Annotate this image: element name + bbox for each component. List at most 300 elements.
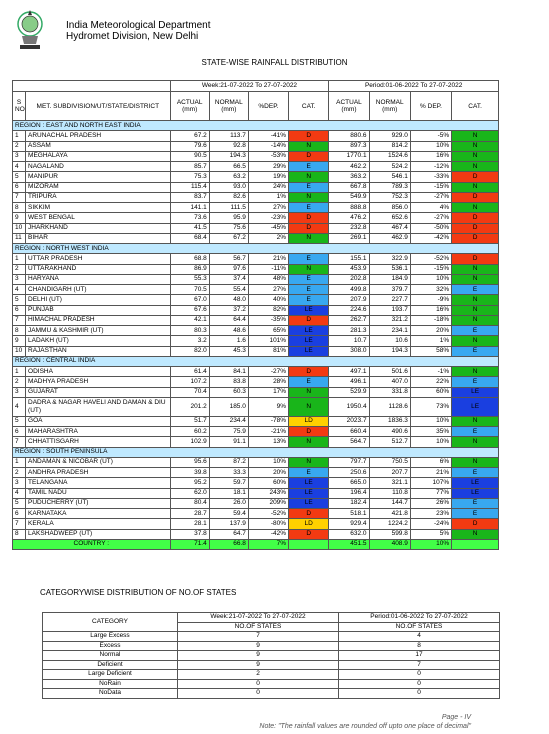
week-actual: 68.8 [170,254,209,264]
week-normal: 84.1 [209,367,248,377]
week-actual: 28.1 [170,519,209,529]
season-normal: 321.1 [369,478,410,488]
season-normal: 750.5 [369,457,410,467]
season-normal: 501.6 [369,367,410,377]
category-season-count: 8 [339,641,500,651]
category-season-count: 0 [339,679,500,689]
season-dep: -1% [410,367,451,377]
week-actual: 75.3 [170,172,209,182]
week-category: D [289,131,329,141]
week-category: E [289,295,329,305]
table-row [13,478,499,488]
row-sno: 4 [13,488,26,498]
season-dep: 10% [410,437,451,447]
week-dep: 40% [248,295,288,305]
table-row [13,427,499,437]
season-category: LE [452,488,499,498]
table-row [13,416,499,426]
season-category: LE [452,478,499,488]
season-category: E [452,377,499,387]
category-row [43,670,500,680]
season-actual: 529.9 [329,387,369,397]
col-week-actual: ACTUAL (mm) [170,92,209,121]
week-normal: 1.6 [209,336,248,346]
row-subdivision: GUJARAT [26,387,171,397]
week-dep: 81% [248,346,288,356]
season-dep: -27% [410,192,451,202]
season-category: D [452,223,499,233]
week-dep: 28% [248,377,288,387]
season-dep: 20% [410,326,451,336]
week-dep: 60% [248,478,288,488]
week-normal: 18.1 [209,488,248,498]
table-row [13,377,499,387]
week-normal: 37.2 [209,305,248,315]
week-actual: 90.5 [170,151,209,161]
table-row [13,295,499,305]
week-category: E [289,254,329,264]
row-subdivision: GOA [26,416,171,426]
row-sno: 2 [13,264,26,274]
table-row [13,131,499,141]
week-normal: 55.4 [209,285,248,295]
row-subdivision: ARUNACHAL PRADESH [26,131,171,141]
season-actual: 196.4 [329,488,369,498]
category-section-title: CATEGORYWISE DISTRIBUTION OF NO.OF STATES [40,588,237,597]
category-name: Normal [43,651,178,661]
week-normal: 64.7 [209,529,248,539]
season-normal: 234.1 [369,326,410,336]
row-sno: 5 [13,416,26,426]
col-season-actual: ACTUAL (mm) [329,92,369,121]
week-normal: 111.5 [209,203,248,213]
season-dep: 77% [410,488,451,498]
category-name: Large Deficient [43,670,178,680]
row-sno: 6 [13,305,26,315]
week-category: N [289,437,329,447]
week-category: D [289,427,329,437]
col-week-cat: CAT. [289,92,329,121]
week-category: D [289,529,329,539]
imd-emblem-icon [12,6,48,52]
season-actual: 1770.1 [329,151,369,161]
season-category: N [452,367,499,377]
row-sno: 2 [13,141,26,151]
week-dep: -78% [248,416,288,426]
week-dep: 243% [248,488,288,498]
week-category: N [289,397,329,416]
row-sno: 1 [13,367,26,377]
week-normal: 75.6 [209,223,248,233]
week-actual: 41.5 [170,223,209,233]
season-actual: 667.8 [329,182,369,192]
week-actual: 39.8 [170,468,209,478]
row-subdivision: CHHATTISGARH [26,437,171,447]
row-sno: 3 [13,387,26,397]
season-dep: 1% [410,336,451,346]
table-row [13,397,499,416]
week-actual: 79.6 [170,141,209,151]
table-row [13,367,499,377]
row-sno: 7 [13,519,26,529]
week-normal: 59.7 [209,478,248,488]
row-subdivision: RAJASTHAN [26,346,171,356]
season-category: D [452,254,499,264]
week-category: LE [289,488,329,498]
row-sno: 11 [13,233,26,243]
week-normal: 91.1 [209,437,248,447]
table-row [13,254,499,264]
row-subdivision: LADAKH (UT) [26,336,171,346]
season-category: N [452,203,499,213]
season-actual: 281.3 [329,326,369,336]
col-season-normal: NORMAL (mm) [369,92,410,121]
category-row [43,689,500,699]
table-row [13,305,499,315]
week-actual: 70.5 [170,285,209,295]
season-actual: 262.7 [329,315,369,325]
category-row [43,679,500,689]
season-category: E [452,509,499,519]
season-actual: 476.2 [329,213,369,223]
week-normal: 97.6 [209,264,248,274]
category-season-count: 7 [339,660,500,670]
week-dep: 209% [248,498,288,508]
season-category: N [452,416,499,426]
week-dep: -35% [248,315,288,325]
row-subdivision: LAKSHADWEEP (UT) [26,529,171,539]
season-normal: 512.7 [369,437,410,447]
season-actual: 155.1 [329,254,369,264]
category-week-count: 9 [178,651,339,661]
season-category: E [452,468,499,478]
week-normal: 113.7 [209,131,248,141]
week-category: LD [289,519,329,529]
season-dep: 58% [410,346,451,356]
row-subdivision: MANIPUR [26,172,171,182]
week-normal: 60.3 [209,387,248,397]
category-name: Deficient [43,660,178,670]
season-normal: 193.7 [369,305,410,315]
week-actual: 85.7 [170,162,209,172]
season-normal: 652.6 [369,213,410,223]
row-sno: 7 [13,315,26,325]
category-week-count: 0 [178,679,339,689]
page-title: STATE-WISE RAINFALL DISTRIBUTION [201,58,348,67]
category-season-count: 0 [339,670,500,680]
week-actual: 82.0 [170,346,209,356]
season-category: LE [452,397,499,416]
table-row [13,509,499,519]
season-actual: 462.2 [329,162,369,172]
row-sno: 10 [13,346,26,356]
week-category: N [289,192,329,202]
category-name: Excess [43,641,178,651]
row-sno: 5 [13,498,26,508]
region-name: REGION : NORTH WEST INDIA [13,244,499,254]
week-normal: 48.6 [209,326,248,336]
season-actual: 10.7 [329,336,369,346]
week-dep: -27% [248,367,288,377]
season-dep: 6% [410,457,451,467]
category-table [42,612,500,699]
category-season-count: 17 [339,651,500,661]
week-dep: 24% [248,182,288,192]
week-actual: 201.2 [170,397,209,416]
row-subdivision: NAGALAND [26,162,171,172]
col-season-dep: % DEP. [410,92,451,121]
category-week-count: 9 [178,641,339,651]
row-subdivision: MADHYA PRADESH [26,377,171,387]
season-actual: 518.1 [329,509,369,519]
season-dep: 10% [410,274,451,284]
season-actual: 202.8 [329,274,369,284]
country-week-actual: 71.4 [170,539,209,549]
season-actual: 497.1 [329,367,369,377]
table-row [13,162,499,172]
country-week-dep: 7% [248,539,288,549]
season-dep: -42% [410,233,451,243]
season-category: N [452,131,499,141]
season-normal: 789.3 [369,182,410,192]
week-dep: 20% [248,468,288,478]
season-normal: 331.8 [369,387,410,397]
season-actual: 232.8 [329,223,369,233]
week-category: D [289,367,329,377]
region-row [13,447,499,457]
week-normal: 185.0 [209,397,248,416]
week-actual: 107.2 [170,377,209,387]
category-row [43,660,500,670]
season-dep: -50% [410,223,451,233]
week-dep: 29% [248,162,288,172]
table-row [13,346,499,356]
row-subdivision: PUNJAB [26,305,171,315]
season-actual: 269.1 [329,233,369,243]
week-normal: 33.3 [209,468,248,478]
week-category: E [289,182,329,192]
row-subdivision: MAHARASHTRA [26,427,171,437]
col-week-normal: NORMAL (mm) [209,92,248,121]
season-dep: 22% [410,377,451,387]
org-name: India Meteorological Department [66,20,211,31]
season-normal: 546.1 [369,172,410,182]
row-subdivision: JHARKHAND [26,223,171,233]
week-dep: -11% [248,264,288,274]
cat-season-sublabel: NO.OF STATES [339,622,500,632]
season-actual: 2023.7 [329,416,369,426]
week-dep: -80% [248,519,288,529]
season-actual: 308.0 [329,346,369,356]
week-actual: 80.4 [170,498,209,508]
season-dep: -9% [410,295,451,305]
week-category: LD [289,416,329,426]
cat-week-sublabel: NO.OF STATES [178,622,339,632]
row-subdivision: ANDAMAN & NICOBAR (UT) [26,457,171,467]
table-row [13,213,499,223]
season-category: N [452,264,499,274]
table-row [13,285,499,295]
season-dep: -52% [410,254,451,264]
region-row [13,244,499,254]
season-category: N [452,315,499,325]
week-period-header: Week:21-07-2022 To 27-07-2022 [170,81,329,92]
category-season-count: 0 [339,689,500,699]
table-row [13,182,499,192]
country-week-normal: 66.8 [209,539,248,549]
week-dep: 13% [248,437,288,447]
row-sno: 8 [13,326,26,336]
season-category: N [452,295,499,305]
season-dep: 10% [410,141,451,151]
season-dep: 26% [410,498,451,508]
week-normal: 48.0 [209,295,248,305]
week-actual: 67.6 [170,305,209,315]
season-actual: 880.6 [329,131,369,141]
table-row [13,529,499,539]
region-name: REGION : EAST AND NORTH EAST INDIA [13,121,499,131]
row-sno: 8 [13,203,26,213]
week-actual: 141.1 [170,203,209,213]
season-normal: 536.1 [369,264,410,274]
row-sno: 5 [13,172,26,182]
week-normal: 92.8 [209,141,248,151]
season-category: N [452,336,499,346]
season-category: N [452,151,499,161]
season-dep: 5% [410,529,451,539]
season-dep: 4% [410,203,451,213]
season-actual: 363.2 [329,172,369,182]
table-row [13,326,499,336]
row-sno: 7 [13,192,26,202]
week-actual: 42.1 [170,315,209,325]
week-normal: 59.4 [209,509,248,519]
week-dep: -52% [248,509,288,519]
region-row [13,356,499,366]
season-category: N [452,141,499,151]
week-normal: 67.2 [209,233,248,243]
row-subdivision: TAMIL NADU [26,488,171,498]
table-row [13,274,499,284]
season-dep: 23% [410,509,451,519]
week-actual: 95.2 [170,478,209,488]
row-sno: 6 [13,427,26,437]
season-category: E [452,285,499,295]
row-sno: 4 [13,397,26,416]
row-sno: 5 [13,295,26,305]
row-subdivision: TRIPURA [26,192,171,202]
season-actual: 453.9 [329,264,369,274]
region-name: REGION : CENTRAL INDIA [13,356,499,366]
season-dep: -15% [410,182,451,192]
week-dep: -41% [248,131,288,141]
week-normal: 75.9 [209,427,248,437]
row-subdivision: MIZORAM [26,182,171,192]
season-normal: 467.4 [369,223,410,233]
col-season-cat: CAT. [452,92,499,121]
country-season-category [452,539,499,549]
week-category: LE [289,478,329,488]
season-actual: 929.4 [329,519,369,529]
table-row [13,519,499,529]
table-row [13,141,499,151]
week-dep: -23% [248,213,288,223]
season-actual: 564.7 [329,437,369,447]
row-subdivision: ANDHRA PRADESH [26,468,171,478]
season-actual: 1950.4 [329,397,369,416]
row-sno: 3 [13,151,26,161]
country-season-normal: 408.9 [369,539,410,549]
season-category: D [452,519,499,529]
season-normal: 524.2 [369,162,410,172]
season-normal: 10.6 [369,336,410,346]
season-actual: 665.0 [329,478,369,488]
week-normal: 83.8 [209,377,248,387]
season-actual: 797.7 [329,457,369,467]
row-subdivision: ODISHA [26,367,171,377]
cat-week-period: Week:21-07-2022 To 27-07-2022 [178,613,339,623]
category-row [43,632,500,642]
season-category: N [452,162,499,172]
season-dep: -33% [410,172,451,182]
season-category: D [452,213,499,223]
table-row [13,172,499,182]
week-actual: 102.9 [170,437,209,447]
row-sno: 3 [13,274,26,284]
week-normal: 87.2 [209,457,248,467]
week-category: N [289,233,329,243]
week-normal: 95.9 [209,213,248,223]
table-row [13,203,499,213]
week-actual: 95.6 [170,457,209,467]
season-category: N [452,437,499,447]
season-normal: 1524.6 [369,151,410,161]
row-subdivision: BIHAR [26,233,171,243]
season-dep: 107% [410,478,451,488]
row-sno: 3 [13,478,26,488]
season-actual: 549.9 [329,192,369,202]
season-normal: 1224.2 [369,519,410,529]
col-week-dep: %DEP. [248,92,288,121]
week-actual: 51.7 [170,416,209,426]
season-category: D [452,233,499,243]
row-subdivision: JAMMU & KASHMIR (UT) [26,326,171,336]
region-row [13,121,499,131]
season-normal: 856.0 [369,203,410,213]
week-actual: 62.0 [170,488,209,498]
table-row [13,498,499,508]
season-category: N [452,457,499,467]
week-dep: -42% [248,529,288,539]
week-category: E [289,468,329,478]
season-normal: 184.9 [369,274,410,284]
season-normal: 929.0 [369,131,410,141]
season-normal: 1128.6 [369,397,410,416]
season-normal: 207.7 [369,468,410,478]
week-category: E [289,377,329,387]
category-week-count: 7 [178,632,339,642]
season-dep: -27% [410,213,451,223]
season-normal: 322.9 [369,254,410,264]
table-row [13,488,499,498]
category-name: NoRain [43,679,178,689]
row-sno: 7 [13,437,26,447]
week-category: E [289,203,329,213]
week-category: N [289,172,329,182]
week-actual: 67.0 [170,295,209,305]
week-dep: 27% [248,203,288,213]
season-category: LE [452,387,499,397]
